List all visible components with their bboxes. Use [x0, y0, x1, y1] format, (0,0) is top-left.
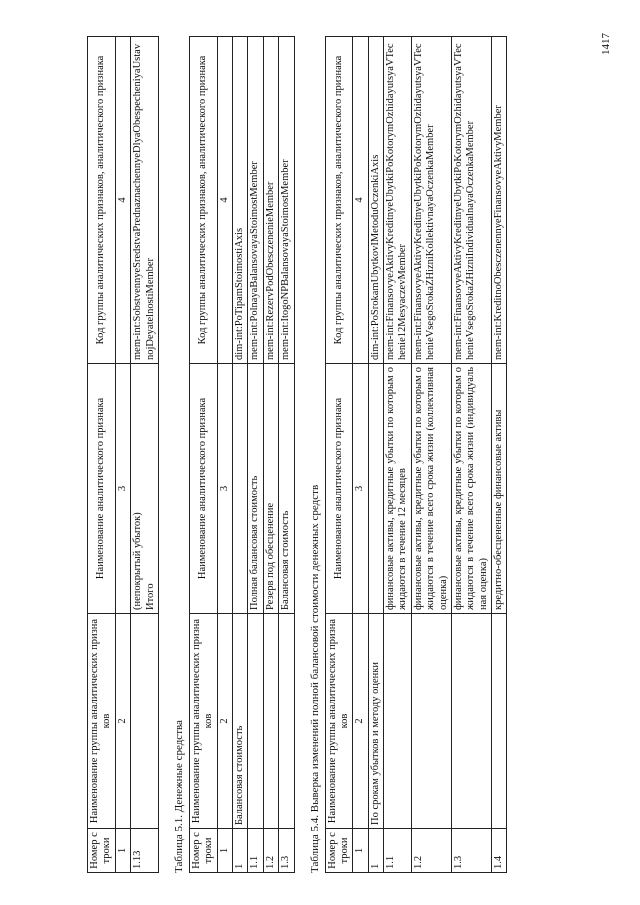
- col-number-2: 2: [217, 614, 232, 829]
- group-code-cell: mem-int:RezervPodObesczenenieMember: [263, 37, 278, 364]
- row-number: 1.13: [131, 829, 159, 873]
- table-row: [492, 37, 507, 873]
- table-row: [384, 37, 412, 873]
- group-name-cell: По срокам убытков и методу оценки: [368, 614, 383, 829]
- group-name-cell: [384, 614, 412, 829]
- table-row: [263, 37, 278, 873]
- group-name-cell: [411, 614, 451, 829]
- table-row: [279, 37, 294, 873]
- header-feature-name: Наименование аналитического признака: [88, 364, 116, 614]
- header-group-name: Наименование группы аналитических признаков: [325, 614, 353, 829]
- table-row: [411, 37, 451, 873]
- row-number: 1.3: [279, 829, 294, 873]
- table-row: [451, 37, 491, 873]
- group-code-cell: mem-int:PolnayaBalansovayaStoimostMember: [248, 37, 263, 364]
- page-number: 1417: [600, 33, 612, 55]
- column-number-row: [217, 37, 232, 873]
- row-number: 1.1: [384, 829, 412, 873]
- feature-name-cell: кредитно-обесцененные финансовые активы: [492, 364, 507, 614]
- feature-name-cell: [233, 364, 248, 614]
- group-name-cell: [451, 614, 491, 829]
- table-row: [368, 37, 383, 873]
- col-number-1: 1: [217, 829, 232, 873]
- group-name-cell: [492, 614, 507, 829]
- col-number-1: 1: [115, 829, 130, 873]
- group-name-cell: Балансовая стоимость: [233, 614, 248, 829]
- header-group-name: Наименование группы аналитических признаков: [189, 614, 217, 829]
- feature-name-cell: [368, 364, 383, 614]
- group-code-cell: mem-int:KreditnoObesczenennyeFinansovyeAktivyMember: [492, 37, 507, 364]
- col-number-2: 2: [353, 614, 368, 829]
- feature-name-cell: Резерв под обесценение: [263, 364, 278, 614]
- header-group-code: Код группы аналитических признаков, аналитического признака: [88, 37, 116, 364]
- group-code-cell: dim-int:PoSrokamUbytkovIMetoduOczenkiAxis: [368, 37, 383, 364]
- group-code-cell: mem-int:SobstvennyeSredstvaPrednaznachennyeDlyaObespecheniyaUstavnojDeyatelnostiMember: [131, 37, 159, 364]
- row-number: 1.2: [263, 829, 278, 873]
- header-group-code: Код группы аналитических признаков, аналитического признака: [325, 37, 353, 364]
- header-group-name: Наименование группы аналитических признаков: [88, 614, 116, 829]
- feature-name-cell: финансовые активы, кредитные убытки по которым ожидаются в течение 12 месяцев: [384, 364, 412, 614]
- row-number: 1.4: [492, 829, 507, 873]
- table-row: [131, 37, 159, 873]
- feature-name-cell: Полная балансовая стоимость: [248, 364, 263, 614]
- group-code-cell: mem-int:FinansovyeAktivyKreditnyeUbytkiPoKotorymOzhidayutsyaVTechenieVsegoSrokaZHizniKollektivnayaOczenkaMember: [411, 37, 451, 364]
- row-number: 1.3: [451, 829, 491, 873]
- table-row: [233, 37, 248, 873]
- table-continuation: [87, 36, 159, 873]
- table-5-1: [189, 36, 295, 873]
- header-row-number: Номер строки: [88, 829, 116, 873]
- col-number-3: 3: [217, 364, 232, 614]
- group-name-cell: [248, 614, 263, 829]
- table-5-4: [325, 36, 508, 873]
- table-header-row: [88, 37, 116, 873]
- col-number-4: 4: [217, 37, 232, 364]
- row-number: 1.2: [411, 829, 451, 873]
- group-name-cell: [263, 614, 278, 829]
- group-code-cell: mem-int:FinansovyeAktivyKreditnyeUbytkiPoKotorymOzhidayutsyaVTechenieVsegoSrokaZHizniIndividualnayaOczenkaMember: [451, 37, 491, 364]
- feature-name-cell: финансовые активы, кредитные убытки по которым ожидаются в течение всего срока жизни (индивидуальная оценка): [451, 364, 491, 614]
- table-row: [248, 37, 263, 873]
- group-name-cell: [131, 614, 159, 829]
- feature-name-cell: финансовые активы, кредитные убытки по которым ожидаются в течение всего срока жизни (коллективная оценка): [411, 364, 451, 614]
- document-body: [87, 37, 507, 873]
- col-number-3: 3: [115, 364, 130, 614]
- table-caption-5-4: Таблица 5.4. Выверка изменений полной балансовой стоимости денежных средств: [308, 484, 321, 873]
- header-feature-name: Наименование аналитического признака: [325, 364, 353, 614]
- table-caption-5-1: Таблица 5.1. Денежные средства: [172, 720, 185, 873]
- table-header-row: [325, 37, 353, 873]
- header-feature-name: Наименование аналитического признака: [189, 364, 217, 614]
- group-code-cell: dim-int:PoTipamStoimostiAxis: [233, 37, 248, 364]
- table-header-row: [189, 37, 217, 873]
- col-number-4: 4: [115, 37, 130, 364]
- header-group-code: Код группы аналитических признаков, аналитического признака: [189, 37, 217, 364]
- row-number: 1.1: [248, 829, 263, 873]
- col-number-1: 1: [353, 829, 368, 873]
- column-number-row: [115, 37, 130, 873]
- group-code-cell: mem-int:ItogoNPBalansovayaStoimostMember: [279, 37, 294, 364]
- group-code-cell: mem-int:FinansovyeAktivyKreditnyeUbytkiPoKotorymOzhidayutsyaVTechenie12MesyaczevMember: [384, 37, 412, 364]
- col-number-3: 3: [353, 364, 368, 614]
- column-number-row: [353, 37, 368, 873]
- header-row-number: Номер строки: [325, 829, 353, 873]
- feature-name-cell: (непокрытый убыток) Итого: [131, 364, 159, 614]
- header-row-number: Номер строки: [189, 829, 217, 873]
- col-number-4: 4: [353, 37, 368, 364]
- group-name-cell: [279, 614, 294, 829]
- feature-name-cell: Балансовая стоимость: [279, 364, 294, 614]
- col-number-2: 2: [115, 614, 130, 829]
- row-number: 1: [233, 829, 248, 873]
- row-number: 1: [368, 829, 383, 873]
